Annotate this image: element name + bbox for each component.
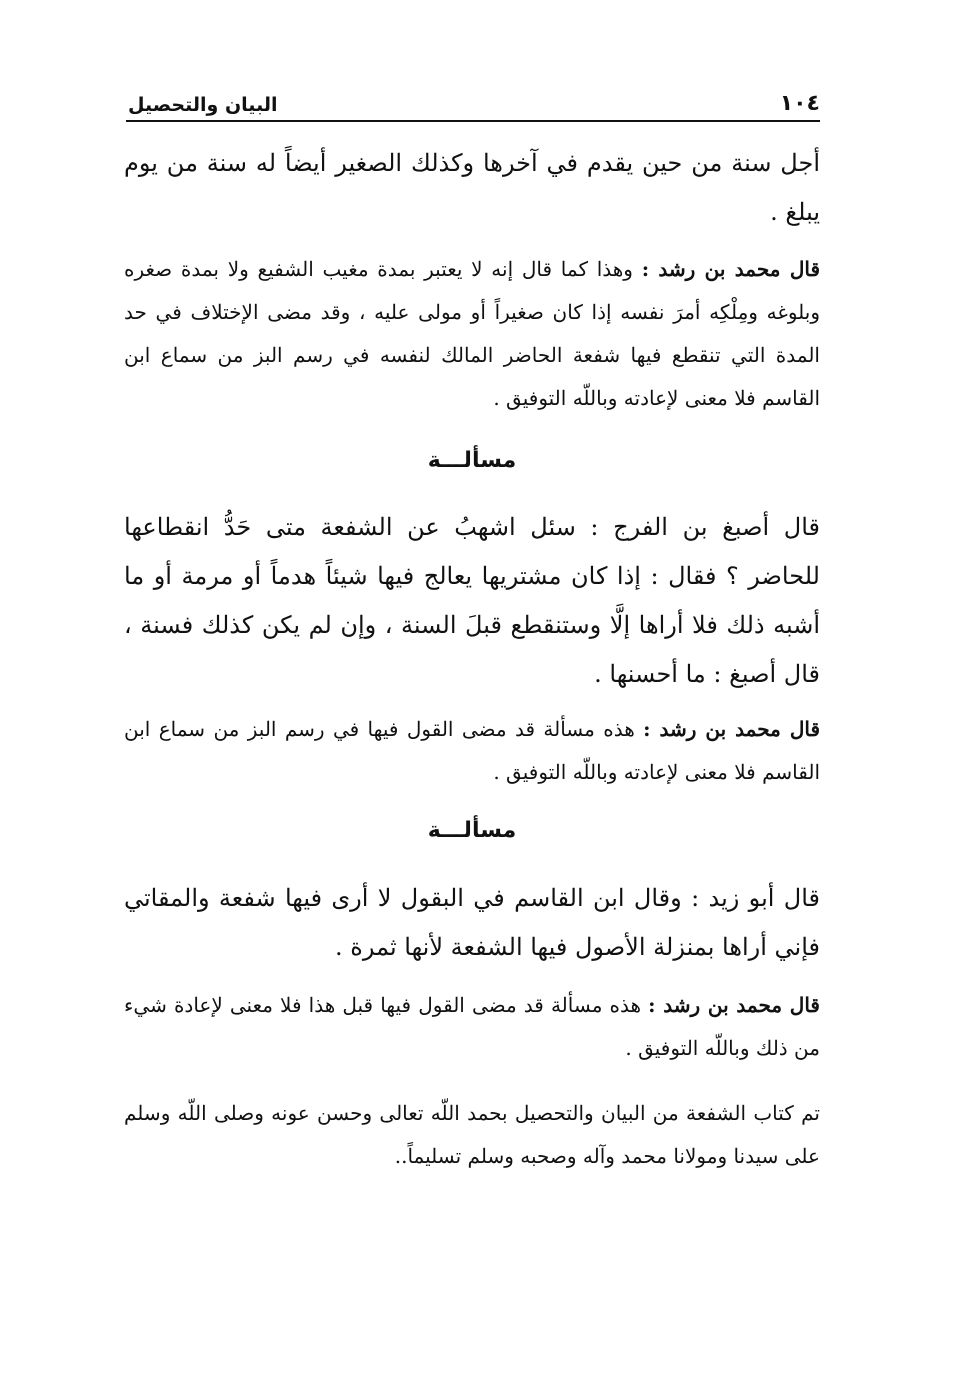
commentary-text: وهذا كما قال إنه لا يعتبر بمدة مغيب الشفيع ولا بمدة صغره وبلوغه ومِلْكِه أمرَ نفسه إذا كان صغيراً أو مولى عليه ، وقد مضى الإختلاف في حد المدة التي تنقطع فيها شفعة الحاضر المالك لنفسه في رسم البز من سماع ابن القاسم فلا معنى لإعادته وباللّه التوفيق .	[124, 257, 820, 410]
commentary-text: هذه مسألة قد مضى القول فيها في رسم البز من سماع ابن القاسم فلا معنى لإعادته وباللّه التوفيق .	[124, 717, 820, 784]
header-rule	[126, 120, 820, 122]
paragraph-text: قال أصبغ بن الفرج : سئل اشهبُ عن الشفعة متى حَدُّ انقطاعها للحاضر ؟ فقال : إذا كان مشتريها يعالج فيها شيئاً هدماً أو مرمة أو ما أشبه ذلك فلا أراها إلَّا وستنقطع قبلَ السنة ، وإن لم يكن كذلك فسنة ، قال أصبغ : ما أحسنها .	[124, 513, 820, 688]
paragraph-1	[124, 139, 820, 237]
paragraph-3	[124, 874, 820, 972]
colophon-text: تم كتاب الشفعة من البيان والتحصيل بحمد اللّه تعالى وحسن عونه وصلى اللّه وسلم على سيدنا ومولانا محمد وآله وصحبه وسلم تسليماً..	[124, 1101, 820, 1168]
page-header	[128, 82, 820, 116]
section-heading-2: مسألـــة	[427, 818, 517, 843]
speaker-label: قال محمد بن رشد :	[643, 717, 820, 741]
paragraph-text: قال أبو زيد : وقال ابن القاسم في البقول لا أرى فيها شفعة والمقاتي فإني أراها بمنزلة الأصول فيها الشفعة لأنها ثمرة .	[124, 884, 820, 961]
commentary-3	[124, 984, 820, 1070]
paragraph-2	[124, 503, 820, 699]
paragraph-text: أجل سنة من حين يقدم في آخرها وكذلك الصغير أيضاً له سنة من يوم يبلغ .	[124, 149, 820, 226]
commentary-2	[124, 708, 820, 794]
section-heading-1: مسألـــة	[427, 448, 517, 473]
speaker-label: قال محمد بن رشد :	[641, 257, 820, 281]
page-number: ١٠٤	[779, 91, 820, 116]
colophon	[124, 1092, 820, 1178]
speaker-label: قال محمد بن رشد :	[648, 993, 820, 1017]
running-title: البيان والتحصيل	[128, 94, 278, 116]
commentary-text: هذه مسألة قد مضى القول فيها قبل هذا فلا معنى لإعادة شيء من ذلك وباللّه التوفيق .	[124, 993, 820, 1060]
commentary-1	[124, 248, 820, 420]
